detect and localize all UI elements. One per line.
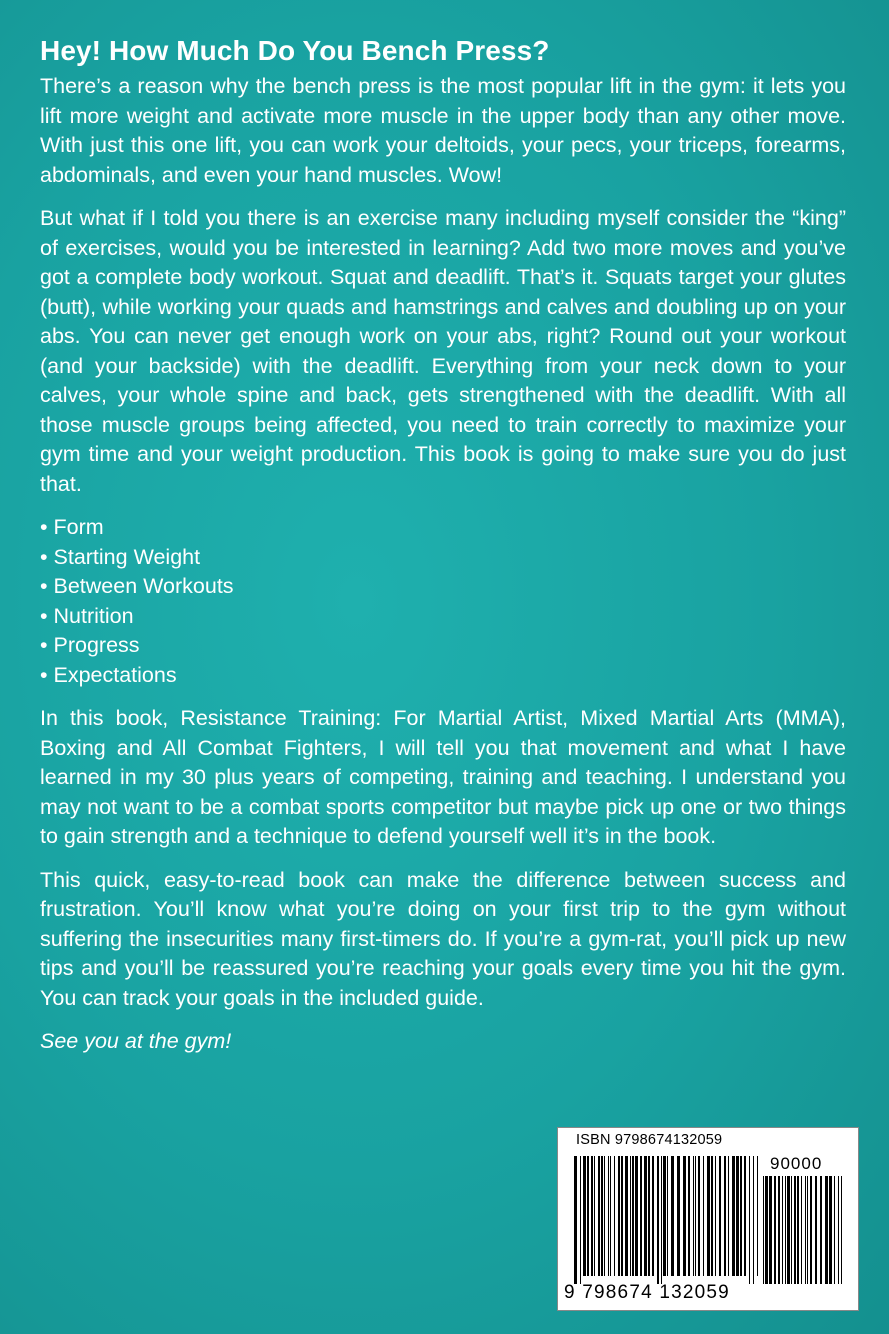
- barcode-bar: [671, 1156, 674, 1276]
- barcode-bar: [598, 1156, 600, 1276]
- barcode-bar: [661, 1156, 662, 1284]
- barcode-bar: [594, 1156, 595, 1276]
- barcode-bar: [787, 1176, 790, 1284]
- barcode-bar: [715, 1156, 716, 1276]
- barcode-bar: [635, 1156, 638, 1276]
- barcode-bar: [703, 1156, 704, 1276]
- topic-item: • Expectations: [40, 662, 177, 687]
- paragraph-intro: There’s a reason why the bench press is the most popular lift in the gym: it lets you lift more weight and activate more muscle in the upper body than any other move. With just this one lift, you can work your deltoids, your pecs, your triceps, forearms, abdominals, and even your hand muscles. Wow!: [40, 74, 846, 187]
- barcode-bar: [829, 1176, 832, 1284]
- barcode-bar: [640, 1156, 642, 1276]
- barcode-bar: [736, 1156, 739, 1276]
- barcode-bar: [663, 1156, 666, 1276]
- barcode-bar: [719, 1156, 721, 1276]
- isbn-label: ISBN 9798674132059: [576, 1132, 723, 1148]
- barcode-bar: [591, 1156, 593, 1276]
- barcode-digits: 9 798674 132059: [564, 1282, 730, 1303]
- barcode-bar: [621, 1156, 623, 1276]
- topic-item: • Nutrition: [40, 603, 134, 628]
- barcode-bar: [807, 1176, 808, 1284]
- barcode-bar: [841, 1176, 842, 1284]
- barcode-bar: [657, 1156, 659, 1284]
- barcode-bar: [683, 1156, 686, 1276]
- barcode-bar: [648, 1156, 650, 1276]
- barcode-bar: [574, 1156, 577, 1284]
- barcode-bar: [744, 1156, 746, 1276]
- barcode-bar: [580, 1156, 581, 1284]
- barcode-bar: [785, 1176, 786, 1284]
- barcode-bar: [625, 1156, 628, 1276]
- barcode-bar: [601, 1156, 603, 1276]
- barcode-bar: [838, 1176, 839, 1284]
- barcode-bar: [583, 1156, 586, 1276]
- closing-line: See you at the gym!: [40, 1029, 232, 1053]
- barcode-bar: [724, 1156, 726, 1276]
- barcode-bar: [604, 1156, 605, 1276]
- barcode-bar: [608, 1156, 609, 1276]
- barcode-bar: [791, 1176, 792, 1284]
- barcode-bar: [805, 1176, 806, 1284]
- barcode-bar: [749, 1156, 750, 1284]
- barcode-bar: [753, 1156, 754, 1284]
- barcode-bar: [698, 1156, 700, 1276]
- cover-text-block: [40, 34, 846, 1071]
- barcode-bar: [632, 1156, 634, 1276]
- barcode-bar: [740, 1156, 742, 1276]
- barcode-bar: [644, 1156, 647, 1276]
- barcode-bar: [825, 1176, 828, 1284]
- barcode-bar: [728, 1156, 729, 1276]
- isbn-barcode: [557, 1127, 859, 1311]
- price-addon-number: 90000: [770, 1154, 823, 1173]
- barcode-bar: [801, 1176, 802, 1284]
- barcode-bar: [763, 1176, 764, 1284]
- barcode-bar: [677, 1156, 680, 1276]
- barcode-bar: [782, 1176, 783, 1284]
- barcode-bar: [693, 1156, 694, 1276]
- barcode-bar: [711, 1156, 713, 1276]
- barcode-bar: [778, 1176, 780, 1284]
- barcode-bar: [630, 1156, 631, 1276]
- barcode-bar: [732, 1156, 735, 1276]
- cover-heading: Hey! How Much Do You Bench Press?: [40, 35, 550, 66]
- barcode-bar: [707, 1156, 710, 1276]
- barcode-bar: [688, 1156, 690, 1276]
- paragraph-king-of-exercises: But what if I told you there is an exercise many including myself consider the “king” of exercises, would you be interested in learning? Add two more moves and you’ve got a complete body workout. Squat and deadlift. That’s it. Squats target your glutes (butt), while working your quads and hamstrings and calves and doubling up on your abs. You can never get enough work on your abs, right? Round out your workout (and your backside) with the deadlift. Everything from your neck down to your calves, your whole spine and back, gets strengthened with the deadlift. With all those muscle groups being affected, you need to train correctly to maximize your gym time and your weight production. This book is going to make sure you do just that.: [40, 206, 846, 496]
- barcode-bar: [834, 1176, 835, 1284]
- barcode-bar: [774, 1176, 776, 1284]
- barcode-bar: [815, 1176, 817, 1284]
- topic-item: • Starting Weight: [40, 544, 201, 569]
- barcode-bar: [765, 1176, 768, 1284]
- barcode-bar: [810, 1176, 812, 1284]
- paragraph-quick-read: This quick, easy-to-read book can make the difference between success and frustration. You’ll know what you’re doing on your first trip to the gym without suffering the insecurities many first-timers do. If you’re a gym-rat, you’ll pick up new tips and you’ll be reassured you’re reaching your goals every time you hit the gym. You can track your goals in the included guide.: [40, 867, 846, 1010]
- barcode-bar: [618, 1156, 620, 1276]
- topic-item: • Between Workouts: [40, 574, 234, 598]
- paragraph-about-book: In this book, Resistance Training: For Martial Artist, Mixed Martial Arts (MMA), Boxing and All Combat Fighters, I will tell you that movement and what I have learned in my 30 plus years of competing, training and teaching. I understand you may not want to be a combat sports competitor but maybe pick up one or two things to gain strength and a technique to defend yourself well it’s in the book.: [40, 706, 846, 848]
- barcode-bar: [794, 1176, 796, 1284]
- barcode-bar: [820, 1176, 822, 1284]
- barcode-bar: [769, 1176, 772, 1284]
- barcode-bar: [797, 1176, 799, 1284]
- barcode-bars-icon: [574, 1156, 762, 1284]
- barcode-bar: [757, 1156, 758, 1276]
- barcode-bar: [667, 1156, 668, 1276]
- barcode-bar: [614, 1156, 615, 1276]
- barcode-bar: [610, 1156, 611, 1276]
- addon-bars-icon: [763, 1176, 846, 1284]
- topic-list: [40, 513, 846, 690]
- topic-item: • Progress: [40, 633, 140, 657]
- topic-item: • Form: [40, 515, 104, 539]
- barcode-bar: [695, 1156, 696, 1276]
- barcode-bar: [652, 1156, 654, 1276]
- barcode-bar: [587, 1156, 589, 1276]
